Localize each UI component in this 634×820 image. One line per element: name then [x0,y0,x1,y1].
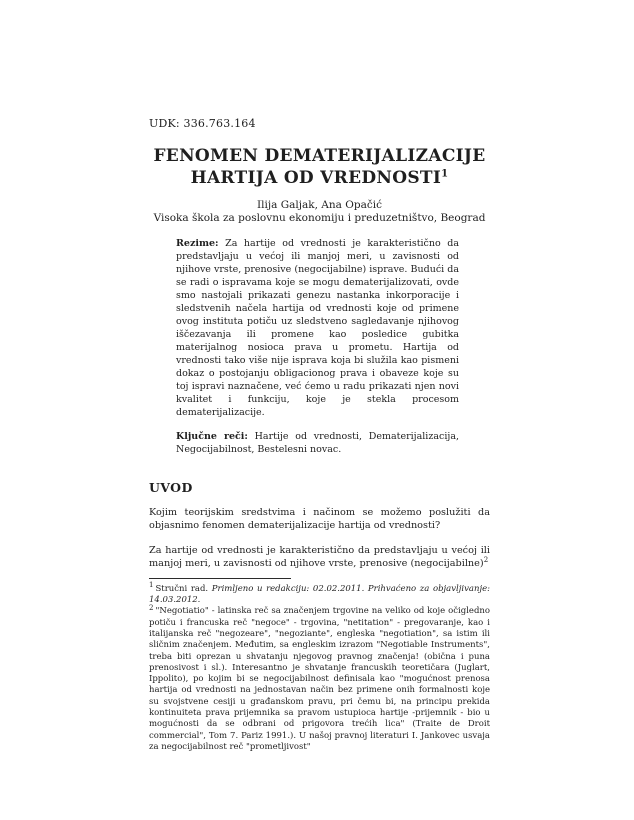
paper-title [149,146,490,190]
body-paragraph-2-text: Za hartije od vrednosti je karakteristično da predstavljaju u većoj ili manjoj meri, u zavisnosti od njihove vrste, prenosive (negocijabilne) [149,544,490,570]
abstract-label: Rezime: [176,237,219,249]
authors-line: Ilija Galjak, Ana Opačić [257,198,382,211]
footnote-2 [149,603,490,753]
paper-title-line-1: FENOMEN DEMATERIJALIZACIJE [153,146,486,166]
abstract-paragraph [176,237,459,419]
footnotes-section [149,580,490,753]
affiliation-line: Visoka škola za poslovnu ekonomiju i preduzetništvo, Beograd [153,212,486,225]
footnote-divider [149,578,291,579]
footnote-1-text: Stručni rad. [155,583,209,594]
title-footnote-ref: 1 [441,168,449,180]
paper-title-line-2: HARTIJA OD VREDNOSTI [190,167,442,188]
body-paragraph-1: Kojim teorijskim sredstvima i načinom se možemo poslužiti da objasnimo fenomen dematerijalizacije hartija od vrednosti? [149,506,490,532]
body-footnote-ref-2: 2 [483,556,489,565]
udk-classification: UDK: 336.763.164 [149,117,256,130]
keywords-text: Hartije od vrednosti, Dematerijalizacija, Negocijabilnost, Bestelesni novac. [176,430,459,455]
footnote-2-ref: 2 [149,603,154,612]
page-content [149,117,490,753]
keywords-label: Ključne reči: [176,430,248,442]
section-heading-uvod: UVOD [149,479,193,495]
footnote-1 [149,580,490,607]
body-paragraph-2 [149,544,490,571]
byline [149,199,490,226]
footnote-1-italic-text: Primljeno u redakciju: 02.02.2011. Prihvaćeno za objavljivanje: 14.03.2012. [149,583,490,606]
footnote-1-ref: 1 [149,580,154,589]
keywords-paragraph [176,430,459,456]
footnote-2-text: "Negotiatio" - latinska reč sa značenjem trgovine na veliko od koje očigledno potiču i francuska reč "negoce" - trgovina, "netitation" - pregovaranje, kao i italijanska reč "negozeare", "negoziante", engleska "negotiation", sa istim ili sličnim značenjem. Međutim, sa engleskim izrazom "Negotiable Instruments", treba biti oprezan u shvatanju njegovog pravnog značenja! (obična i puna prenosivost i sl.). Interesantno je shvatanje francuskih teoretičara (Juglart, Ippolito), po kojim bi se negocijabilnost definisala kao "mogućnost prenosa hartija od vrednosti na jednostavan način bez primene onih formalnosti koje su svojstvene cesiji u građanskom pravu, pri čemu bi, na principu prekida kontinuiteta prava prijemnika sa pravom ustupioca hartije -prijemnik - bio u mogućnosti da se odbrani od prigovora trećih lica" (Traite de Droit commercial", Tom 7. Pariz 1991.). U našoj pravnoj literaturi I. Jankovec usvaja za negocijabilnost reč "prometljivost" [149,606,490,752]
abstract-text: Za hartije od vrednosti je karakteristično da predstavljaju u većoj ili manjoj meri, u zavisnosti od njihove vrste, prenosive (negocijabilne) isprave. Budući da se radi o ispravama koje se mogu dematerijalizovati, ovde smo nastojali prikazati genezu nastanka inkorporacije i sledstvenih načela hartija od vrednosti koje od primene ovog instituta potiču uz sledstveno sagledavanje njihovog iščezavanja ili promene kao posledice gubitka materijalnog nosioca prava u prometu. Hartija od vrednosti tako više nije isprava koja bi služila kao pismeni dokaz o postojanju obligacionog prava i obaveze koje su toj ispravi naznačene, već ćemo u radu prikazati njen novi kvalitet i funkciju, koje je stekla procesom dematerijalizacije. [176,237,459,418]
